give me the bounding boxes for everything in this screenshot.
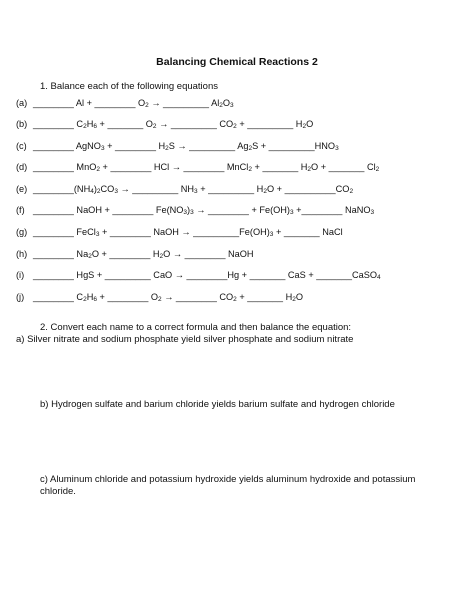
equation-row [16, 291, 466, 303]
equation-row [16, 248, 466, 260]
equation-row [16, 204, 466, 216]
equation-label: (b) [16, 119, 28, 129]
equation-text: ________ $Na_2O$ + ________ $H_2O$ → ________ NaOH [33, 249, 254, 260]
equation-text: ________ NaOH + ________ $Fe(NO_3)_3$ → ________ + $Fe(OH)_3$ +________ NaNO$_3$ [33, 205, 375, 216]
equation-text: ________ FeCl$_3$ + ________ NaOH → $\_\_\_\_\_\_\_\_\_Fe(OH)_3$ + _______ NaCl [33, 227, 343, 238]
equation-row [16, 226, 466, 238]
equation-row [16, 140, 466, 152]
equation-label: (h) [16, 249, 28, 259]
equation-label: (c) [16, 141, 27, 151]
equation-label: (i) [16, 270, 25, 280]
equation-label: (d) [16, 162, 28, 172]
equation-label: (g) [16, 227, 28, 237]
question-2-instruction: 2. Convert each name to a correct formula and then balance the equation: [40, 322, 352, 333]
question-2a: a) Silver nitrate and sodium phosphate yield silver phosphate and sodium nitrate [16, 334, 354, 345]
equation-row [16, 97, 466, 109]
question-2b: b) Hydrogen sulfate and barium chloride yields barium sulfate and hydrogen chloride [40, 399, 395, 410]
equation-text: ________ MnO$_2$ + ________ HCl → ________ MnCl$_2$ + _______ $H_2O$ + _______ $Cl_2$ [33, 162, 380, 173]
question-2c: c) Aluminum chloride and potassium hydroxide yields aluminum hydroxide and potassium chloride. [40, 474, 416, 497]
equation-label: (f) [16, 205, 25, 215]
equation-text: ________ AgNO$_3$ + ________ $H_2S$ → _________ $Ag_2S$ + $\_\_\_\_\_\_\_\_\_HNO_3$ [33, 141, 339, 152]
page-title: Balancing Chemical Reactions 2 [156, 56, 318, 68]
equation-label: (j) [16, 292, 25, 302]
equation-row [16, 118, 466, 130]
equation-row [16, 161, 466, 173]
equation-text: $\_\_\_\_\_\_\_\_(NH_4)_2CO_3$ → _________ $NH_3$ + _________ $H_2O$ + $\_\_\_\_\_\_\_\_\_\_CO_2$ [33, 184, 354, 195]
equation-text: ________ $C_2H_6$ + ________ $O_2$ → ________ $CO_2$ + _______ $H_2O$ [33, 292, 303, 303]
equation-row [16, 183, 466, 195]
equation-text: ________ $C_2H_6$ + _______ $O_2$ → _________ $CO_2$ + _________ $H_2O$ [33, 119, 314, 130]
equation-text: ________ Al + ________ $O_2$ → _________ $Al_2O_3$ [33, 98, 234, 109]
question-1-instruction: 1. Balance each of the following equations [40, 81, 218, 92]
equation-label: (e) [16, 184, 28, 194]
equation-text: ________ HgS + _________ CaO → ________Hg + _______ CaS + _______CaSO$_4$ [33, 270, 381, 281]
equation-label: (a) [16, 98, 28, 108]
equation-row [16, 269, 466, 281]
